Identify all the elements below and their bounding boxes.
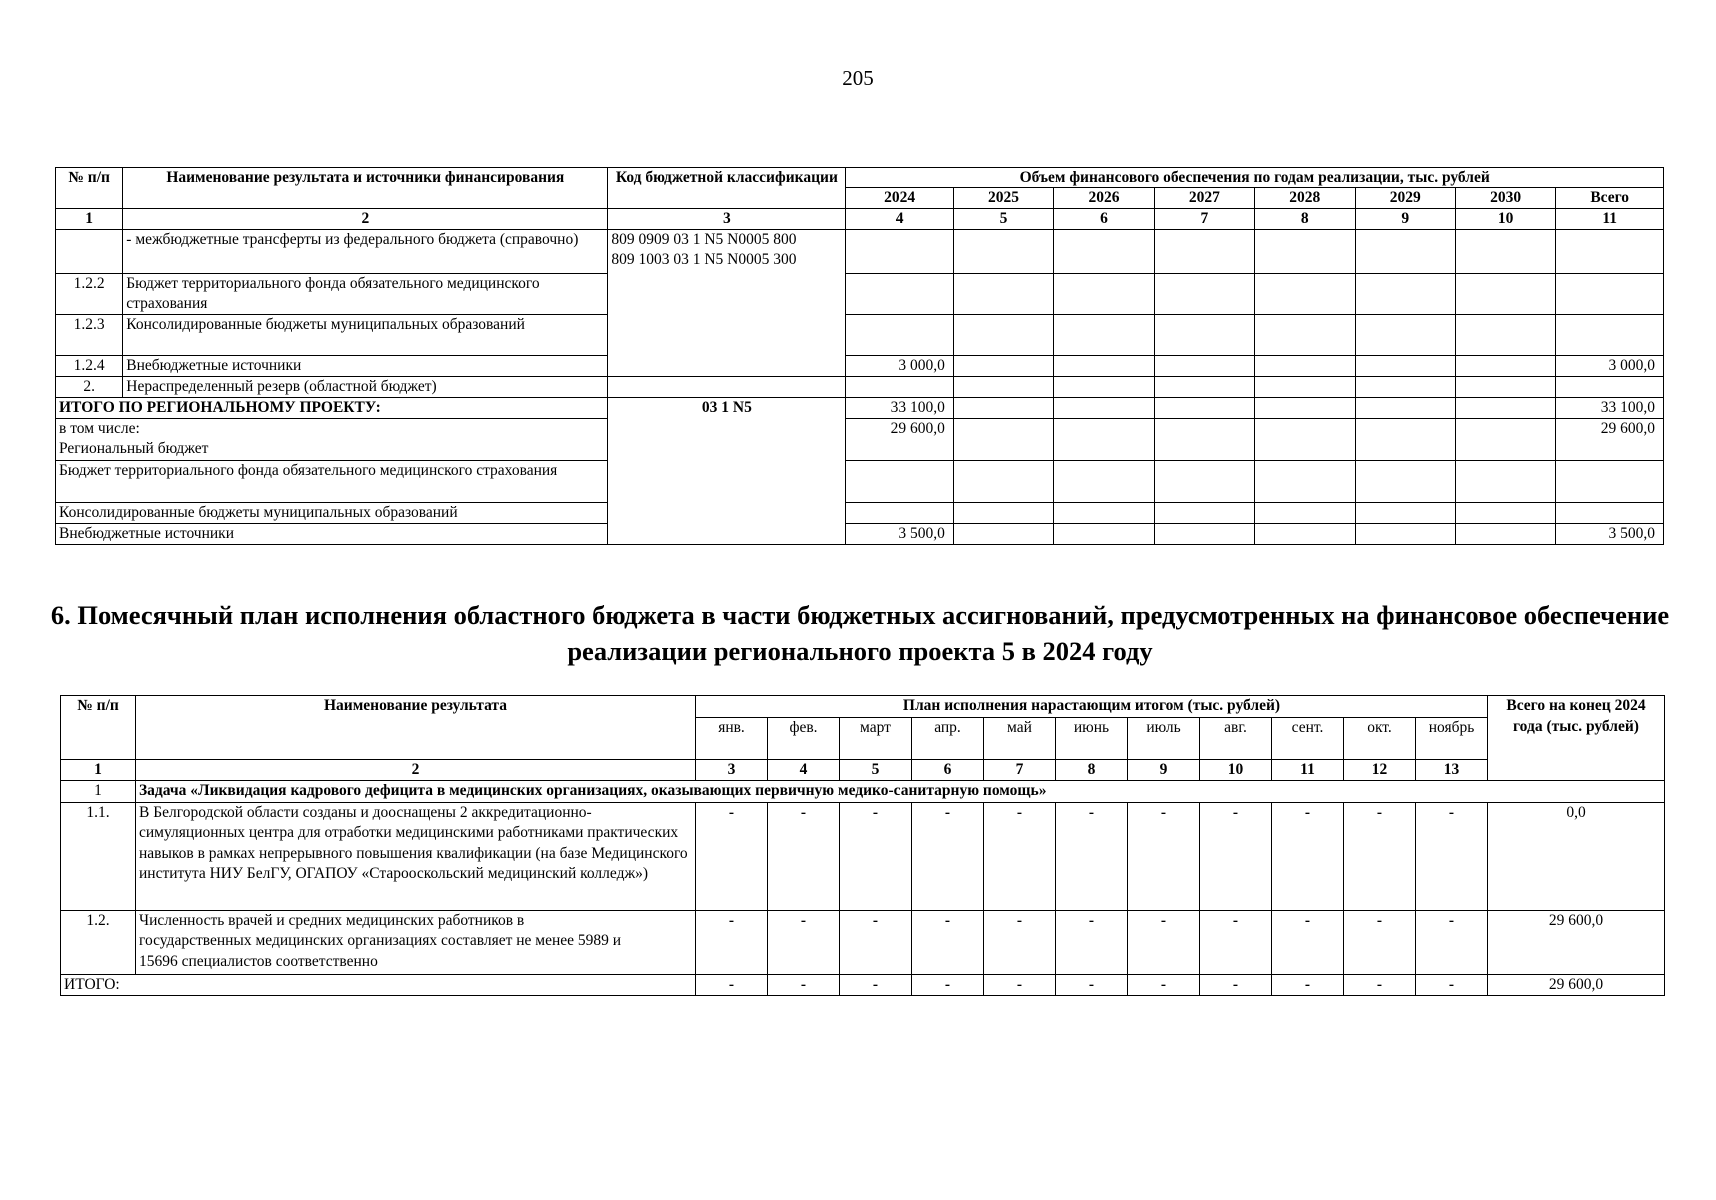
value-2024: 29 600,0 (846, 419, 953, 461)
month-value: - (1416, 974, 1488, 996)
value-cell (953, 461, 1053, 503)
header-year: 2026 (1054, 188, 1154, 209)
column-number: 11 (1272, 759, 1344, 781)
table-row (56, 274, 1664, 315)
monthly-plan-table (60, 695, 1665, 996)
value-cell (1455, 503, 1555, 524)
column-number: 2 (123, 209, 608, 230)
month-value: - (1200, 910, 1272, 974)
month-value: - (1272, 974, 1344, 996)
value-2024 (846, 503, 953, 524)
value-cell (1455, 274, 1555, 315)
value-2024: 3 500,0 (846, 524, 953, 545)
value-cell (1455, 524, 1555, 545)
section-6-title: 6. Помесячный план исполнения областного бюджета в части бюджетных ассигнований, предусмотренных на финансовое обеспечение реализации регионального проекта 5 в 2024 году (50, 600, 1670, 666)
month-value: - (1416, 802, 1488, 910)
column-number: 11 (1556, 209, 1664, 230)
month-value: - (984, 802, 1056, 910)
value-cell (1355, 230, 1455, 274)
column-number: 5 (953, 209, 1053, 230)
row-total: 0,0 (1488, 802, 1665, 910)
column-number: 6 (912, 759, 984, 781)
value-cell (1154, 419, 1254, 461)
row-num (56, 230, 123, 274)
row-name: В Белгородской области созданы и дооснащены 2 аккредитационно-симуляционных центра для отработки медицинскими работниками практических навыков в рамках непрерывного повышения квалификации (на базе Медицинского института НИУ БелГУ, ОГАПОУ «Старооскольский медицинский колледж») (136, 802, 696, 910)
value-cell (1355, 315, 1455, 356)
column-number: 6 (1054, 209, 1154, 230)
column-number: 3 (608, 209, 846, 230)
total-code: 03 1 N5 (608, 398, 846, 545)
value-cell (1255, 356, 1355, 377)
value-cell (1255, 524, 1355, 545)
header-month: сент. (1272, 717, 1344, 759)
column-number: 2 (136, 759, 696, 781)
value-cell (1355, 274, 1455, 315)
table-row (61, 802, 1665, 910)
header-year: 2025 (953, 188, 1053, 209)
total-row (61, 974, 1665, 996)
value-cell (1455, 356, 1555, 377)
table-row (56, 230, 1664, 274)
row-num: 1.2.4 (56, 356, 123, 377)
header-month: ноябрь (1416, 717, 1488, 759)
table-row (56, 356, 1664, 377)
value-total: 3 500,0 (1556, 524, 1664, 545)
value-cell (1054, 461, 1154, 503)
value-cell (1154, 274, 1254, 315)
value-cell (1054, 524, 1154, 545)
month-value: - (984, 974, 1056, 996)
column-number: 5 (840, 759, 912, 781)
month-value: - (768, 974, 840, 996)
month-value: - (1056, 802, 1128, 910)
header-month: авг. (1200, 717, 1272, 759)
budget-code: 809 1003 03 1 N5 N0005 300 (611, 251, 797, 268)
value-cell (1154, 461, 1254, 503)
value-cell (1355, 524, 1455, 545)
value-cell (1255, 398, 1355, 419)
header-total: Всего на конец 2024 года (тыс. рублей) (1488, 696, 1665, 781)
sub-row (56, 461, 1664, 503)
header-month: июнь (1056, 717, 1128, 759)
month-value: - (696, 802, 768, 910)
header-name: Наименование результата (136, 696, 696, 760)
value-cell (1054, 377, 1154, 398)
header-month: март (840, 717, 912, 759)
value-cell (1154, 398, 1254, 419)
value-cell (953, 524, 1053, 545)
value-2024 (846, 461, 953, 503)
header-year: 2030 (1455, 188, 1555, 209)
row-name: Нераспределенный резерв (областной бюджет) (123, 377, 608, 398)
value-cell (1054, 398, 1154, 419)
value-cell (953, 398, 1053, 419)
value-cell (1355, 419, 1455, 461)
row-name: - межбюджетные трансферты из федерального бюджета (справочно) (123, 230, 608, 274)
month-value: - (696, 910, 768, 974)
value-2024: 3 000,0 (846, 356, 953, 377)
month-value: - (768, 802, 840, 910)
column-number: 4 (846, 209, 953, 230)
month-value: - (1344, 974, 1416, 996)
value-2024 (846, 315, 953, 356)
value-cell (1255, 274, 1355, 315)
value-total (1556, 461, 1664, 503)
column-number: 12 (1344, 759, 1416, 781)
header-num: № п/п (56, 168, 123, 209)
value-cell (1054, 274, 1154, 315)
month-value: - (1128, 974, 1200, 996)
financing-table (55, 167, 1664, 545)
budget-code-cell (608, 230, 846, 377)
total-label: ИТОГО ПО РЕГИОНАЛЬНОМУ ПРОЕКТУ: (56, 398, 608, 419)
header-month: июль (1128, 717, 1200, 759)
sub-row-name: Внебюджетные источники (56, 524, 608, 545)
row-num: 1.2.3 (56, 315, 123, 356)
header-month: окт. (1344, 717, 1416, 759)
value-cell (1455, 315, 1555, 356)
sub-row (56, 419, 1664, 461)
column-number: 9 (1355, 209, 1455, 230)
value-cell (1054, 230, 1154, 274)
header-year: 2024 (846, 188, 953, 209)
code-cell (608, 377, 846, 398)
row-num: 1.1. (61, 802, 136, 910)
column-number: 8 (1056, 759, 1128, 781)
value-cell (1255, 230, 1355, 274)
value-cell (1154, 377, 1254, 398)
header-year: 2029 (1355, 188, 1455, 209)
sub-row (56, 503, 1664, 524)
value-cell (1255, 461, 1355, 503)
column-number: 1 (56, 209, 123, 230)
value-cell (953, 230, 1053, 274)
header-month: янв. (696, 717, 768, 759)
month-value: - (1200, 974, 1272, 996)
month-value: - (912, 974, 984, 996)
total-sum: 29 600,0 (1488, 974, 1665, 996)
task-row (61, 781, 1665, 803)
row-name: Консолидированные бюджеты муниципальных образований (123, 315, 608, 356)
month-value: - (1056, 910, 1128, 974)
value-cell (1054, 315, 1154, 356)
header-month: апр. (912, 717, 984, 759)
month-value: - (768, 910, 840, 974)
total-2024: 33 100,0 (846, 398, 953, 419)
value-total: 29 600,0 (1556, 419, 1664, 461)
value-total (1556, 377, 1664, 398)
column-number: 8 (1255, 209, 1355, 230)
value-2024 (846, 377, 953, 398)
column-number: 10 (1455, 209, 1555, 230)
header-name: Наименование результата и источники финансирования (123, 168, 608, 209)
month-value: - (840, 910, 912, 974)
value-cell (1255, 377, 1355, 398)
row-name: Численность врачей и средних медицинских работников в государственных медицинских организациях составляет не менее 5989 и 15696 специалистов соответственно (136, 910, 696, 974)
value-cell (1355, 398, 1455, 419)
value-cell (953, 377, 1053, 398)
column-number: 9 (1128, 759, 1200, 781)
column-number: 7 (984, 759, 1056, 781)
value-cell (1355, 503, 1455, 524)
value-cell (1054, 356, 1154, 377)
value-2024 (846, 274, 953, 315)
month-value: - (840, 974, 912, 996)
value-cell (1355, 377, 1455, 398)
total-sum: 33 100,0 (1556, 398, 1664, 419)
value-cell (1355, 461, 1455, 503)
month-value: - (912, 910, 984, 974)
sub-row-name: Бюджет территориального фонда обязательного медицинского страхования (56, 461, 608, 503)
value-cell (1154, 315, 1254, 356)
month-value: - (1416, 910, 1488, 974)
month-value: - (1344, 802, 1416, 910)
header-code: Код бюджетной классификации (608, 168, 846, 209)
sub-row-line: в том числе: (59, 420, 140, 437)
value-cell (1455, 461, 1555, 503)
value-cell (953, 356, 1053, 377)
month-value: - (1200, 802, 1272, 910)
value-total: 3 000,0 (1556, 356, 1664, 377)
table-row (61, 910, 1665, 974)
total-label: ИТОГО: (61, 974, 696, 996)
column-number: 10 (1200, 759, 1272, 781)
sub-row (56, 524, 1664, 545)
header-volume: Объем финансового обеспечения по годам реализации, тыс. рублей (846, 168, 1664, 188)
value-total (1556, 230, 1664, 274)
header-plan: План исполнения нарастающим итогом (тыс. рублей) (696, 696, 1488, 718)
header-num: № п/п (61, 696, 136, 760)
value-cell (1255, 419, 1355, 461)
month-value: - (1056, 974, 1128, 996)
value-total (1556, 503, 1664, 524)
value-cell (1054, 419, 1154, 461)
value-cell (953, 274, 1053, 315)
row-num: 1.2.2 (56, 274, 123, 315)
row-name: Внебюджетные источники (123, 356, 608, 377)
column-number: 3 (696, 759, 768, 781)
header-month: фев. (768, 717, 840, 759)
sub-row-line: Региональный бюджет (59, 440, 209, 457)
header-year: 2027 (1154, 188, 1254, 209)
table-row (56, 315, 1664, 356)
value-cell (1455, 419, 1555, 461)
column-numbers-row (56, 209, 1664, 230)
row-num: 2. (56, 377, 123, 398)
value-cell (1154, 503, 1254, 524)
month-value: - (696, 974, 768, 996)
column-numbers-row (61, 759, 1665, 781)
month-value: - (984, 910, 1056, 974)
value-cell (1455, 377, 1555, 398)
value-cell (1355, 356, 1455, 377)
header-row-1 (61, 696, 1665, 718)
value-cell (1154, 356, 1254, 377)
sub-row-name: Консолидированные бюджеты муниципальных образований (56, 503, 608, 524)
table-row (56, 377, 1664, 398)
budget-code: 809 0909 03 1 N5 N0005 800 (611, 231, 797, 248)
value-total (1556, 274, 1664, 315)
page-number: 205 (842, 66, 874, 90)
header-year-total: Всего (1556, 188, 1664, 209)
month-value: - (840, 802, 912, 910)
value-cell (1154, 524, 1254, 545)
sub-row-name (56, 419, 608, 461)
row-num: 1.2. (61, 910, 136, 974)
month-value: - (1128, 802, 1200, 910)
value-cell (953, 503, 1053, 524)
row-name: Бюджет территориального фонда обязательного медицинского страхования (123, 274, 608, 315)
month-value: - (1128, 910, 1200, 974)
column-number: 13 (1416, 759, 1488, 781)
value-cell (1455, 398, 1555, 419)
value-cell (1154, 230, 1254, 274)
value-cell (1054, 503, 1154, 524)
header-row-1 (56, 168, 1664, 188)
task-num: 1 (61, 781, 136, 803)
column-number: 1 (61, 759, 136, 781)
value-cell (1455, 230, 1555, 274)
month-value: - (1272, 802, 1344, 910)
value-cell (1255, 315, 1355, 356)
value-total (1556, 315, 1664, 356)
value-cell (1255, 503, 1355, 524)
month-value: - (1344, 910, 1416, 974)
total-row (56, 398, 1664, 419)
value-cell (953, 315, 1053, 356)
column-number: 7 (1154, 209, 1254, 230)
value-2024 (846, 230, 953, 274)
month-value: - (912, 802, 984, 910)
task-text: Задача «Ликвидация кадрового дефицита в медицинских организациях, оказывающих первичную медико-санитарную помощь» (136, 781, 1665, 803)
month-value: - (1272, 910, 1344, 974)
row-total: 29 600,0 (1488, 910, 1665, 974)
column-number: 4 (768, 759, 840, 781)
value-cell (953, 419, 1053, 461)
header-year: 2028 (1255, 188, 1355, 209)
header-month: май (984, 717, 1056, 759)
